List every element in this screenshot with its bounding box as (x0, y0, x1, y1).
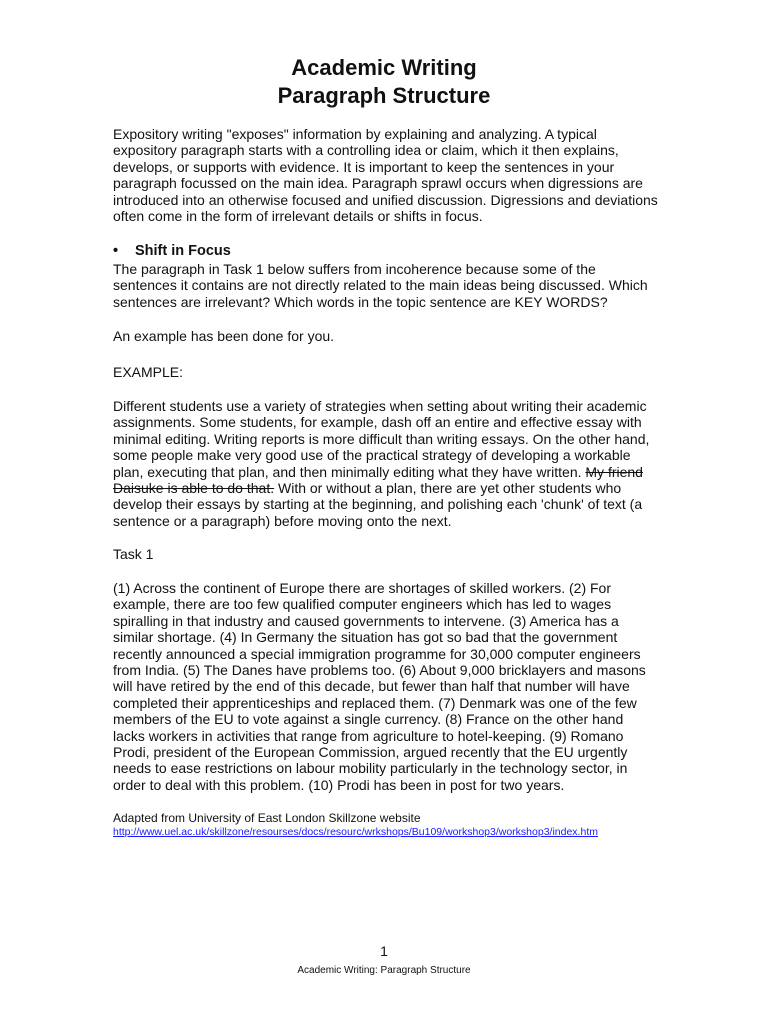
document-title-line-2: Paragraph Structure (277, 83, 491, 108)
example-text-after: With or without a plan, there are yet other students who develop their essays by starting at the beginning, and polishing each 'chunk' of text (a sentence or a paragraph) before moving onto the next. (113, 480, 643, 529)
document-title-line-1: Academic Writing (291, 55, 477, 80)
shift-in-focus-paragraph: The paragraph in Task 1 below suffers from incoherence because some of the sentences it contains are not directly related to the main ideas being discussed. Which sentences are irrelevant? Which words in the topic sentence are KEY WORDS? (113, 261, 648, 310)
intro-paragraph: Expository writing "exposes" information by explaining and analyzing. A typical expository paragraph starts with a controlling idea or claim, which it then explains, develops, or supports with evidence. It is important to keep the sentences in your paragraph focussed on the main idea. Paragraph sprawl occurs when digressions are introduced into an otherwise focused and unified discussion. Digressions and deviations often come in the form of irrelevant details or shifts in focus. (113, 126, 658, 225)
bullet-heading (113, 243, 231, 260)
page-footer: Academic Writing: Paragraph Structure (297, 965, 471, 976)
source-link[interactable]: http://www.uel.ac.uk/skillzone/resourses/docs/resourc/wrkshops/Bu109/workshop3/workshop3/index.htm (113, 826, 598, 838)
page-number: 1 (380, 943, 388, 959)
bullet-heading-text: Shift in Focus (135, 243, 231, 259)
struck-sentence: My friend Daisuke is able to do that. (113, 463, 643, 497)
bullet-icon: • (113, 243, 119, 259)
example-label: EXAMPLE: (113, 364, 184, 380)
task-label: Task 1 (113, 546, 154, 562)
source-credit: Adapted from University of East London Skillzone website (113, 811, 421, 825)
example-text-before: Different students use a variety of strategies when setting about writing their academic assignments. Some students, for example, dash off an entire and effective essay with minimal editing. Writing reports is more difficult than writing essays. On the other hand, some people make very good use of the practical strategy of developing a workable plan, executing that plan, and then minimally editing what they have written. (113, 398, 650, 480)
example-note: An example has been done for you. (113, 328, 335, 344)
task-paragraph: (1) Across the continent of Europe there are shortages of skilled workers. (2) For example, there are too few qualified computer engineers which has led to wages spiralling in that industry and caused governments to intervene. (3) America has a similar shortage. (4) In Germany the situation has got so bad that the government recently announced a special immigration programme for 30,000 computer engineers from India. (5) The Danes have problems too. (6) About 9,000 bricklayers and masons will have retired by the end of this decade, but fewer than half that number will have completed their apprenticeships and replaced them. (7) Denmark was one of the few members of the EU to vote against a single currency. (8) France on the other hand lacks workers in activities that range from agriculture to hotel-keeping. (9) Romano Prodi, president of the European Commission, argued recently that the EU urgently needs to ease restrictions on labour mobility particularly in the technology sector, in order to deal with this problem. (10) Prodi has been in post for two years. (113, 580, 646, 793)
example-paragraph (113, 398, 658, 529)
